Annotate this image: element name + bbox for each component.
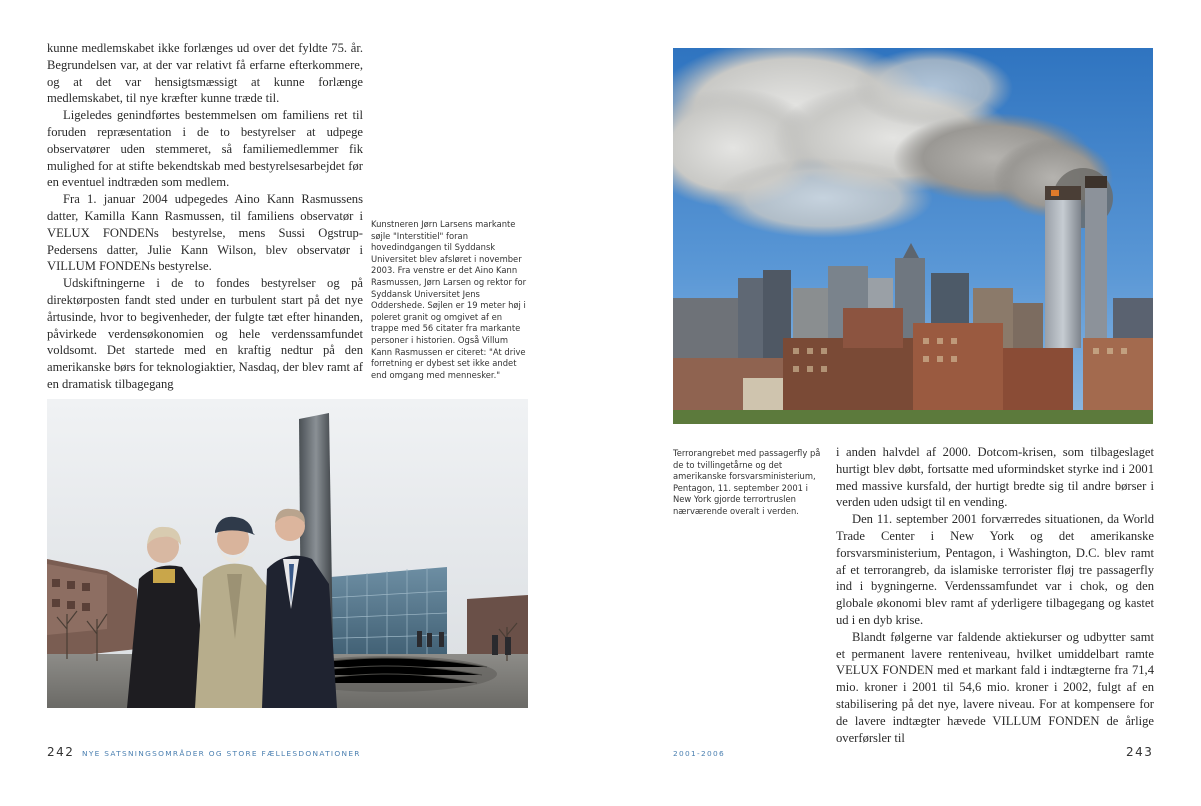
left-running-head: NYE SATSNINGSOMRÅDER OG STORE FÆLLESDONATIONER [82, 749, 361, 758]
left-photo-caption: Kunstneren Jørn Larsens markante søjle "Interstitiel" foran hovedindgangen til Syddansk Universitet blev afsløret i november 2003. Fra venstre er det Aino Kann Rasmussen, Jørn Larsen og rektor for Syddansk Universitet Jens Oddershede. Søjlen er 19 meter høj i poleret granit og omgivet af en trappe med 56 citater fra markante personer i historien. Også Villum Kann Rasmussen er citeret: "At drive forretning er dybest set ikke andet end omgang med mennesker." [371, 219, 527, 380]
university-column-illustration [47, 399, 528, 708]
right-paragraph-1: i anden halvdel af 2000. Dotcom-krisen, som tilbageslaget hurtigt blev døbt, fortsatte med uformindsket styrke ind i 2001 med massive kursfald, der hurtigt bredte sig til andre børser i verden uden udsigt til en vending. [836, 445, 1154, 510]
world-trade-center-illustration [673, 48, 1153, 424]
right-page-number: 243 [1126, 745, 1154, 759]
right-running-head: 2001-2006 [673, 749, 725, 758]
right-body-text [836, 444, 1154, 746]
right-photo-caption: Terrorangrebet med passagerfly på de to tvillingetårne og det amerikanske forsvarsministerium, Pentagon, 11. september 2001 i New York gjorde terrortruslen nærværende overalt i verden. [673, 448, 821, 516]
left-body-text [47, 40, 363, 393]
world-trade-center-photo [673, 48, 1153, 424]
left-paragraph-3: Fra 1. januar 2004 udpegedes Aino Kann Rasmussens datter, Kamilla Kann Rasmussen, til familiens observatør i VELUX FONDENs bestyrelse, mens Sussi Ogstrup-Pedersens datter, Julie Kann Wilson, blev observatør i VILLUM FONDENs bestyrelse. [47, 192, 363, 274]
right-paragraph-3: Blandt følgerne var faldende aktiekurser og udbytter samt et permanent lavere renteniveau, hvilket umiddelbart ramte VELUX FONDEN med et markant fald i indtægterne fra 71,4 mio. kroner i 2001 til 54,6 mio. kroner i 2002, fulgt af en stabilisering på det nye, lavere niveau. For at kompensere for de lavere indtægter hævede VILLUM FONDEN de årlige overførsler til [836, 629, 1154, 745]
right-paragraph-2: Den 11. september 2001 forværredes situationen, da World Trade Center i New York og det amerikanske forsvarsministerium, Pentagon, i Washington, D.C. blev ramt af et terrorangreb, da islamiske terrorister fløj tre passagerfly ind i bygningerne. Verdenssamfundet var i chok, og den globale økonomi blev ramt af yderligere tilbagegang og kastet ud i en dyb krise. [836, 512, 1154, 627]
left-paragraph-1: kunne medlemskabet ikke forlænges ud over det fyldte 75. år. Begrundelsen var, at der var relativt få erfarne efterkommere, og at det var hensigtsmæssigt at kunne forlænge medlemskabet, til nye kræfter kunne træde til. [47, 41, 363, 106]
left-paragraph-2: Ligeledes genindførtes bestemmelsen om familiens ret til foruden repræsentation i de to bestyrelser at udpege observatører uden stemmeret, så familiemedlemmer fik mulighed for at stifte bekendtskab med bestyrelsesarbejdet før en eventuel indtræden som medlem. [47, 108, 363, 190]
university-column-photo [47, 399, 528, 708]
left-paragraph-4: Udskiftningerne i de to fondes bestyrelser og på direktørposten fandt sted under en turbulent start på det nye årtusinde, hvor to begivenheder, der fulgte tæt efter hinanden, påvirkede verdensøkonomien og hele verdenssamfundet voldsomt. Det startede med en kraftig nedtur på den amerikanske børs for teknologiaktier, Nasdaq, der blev ramt af en dramatisk tilbagegang [47, 276, 363, 391]
left-page-number: 242 [47, 745, 75, 759]
